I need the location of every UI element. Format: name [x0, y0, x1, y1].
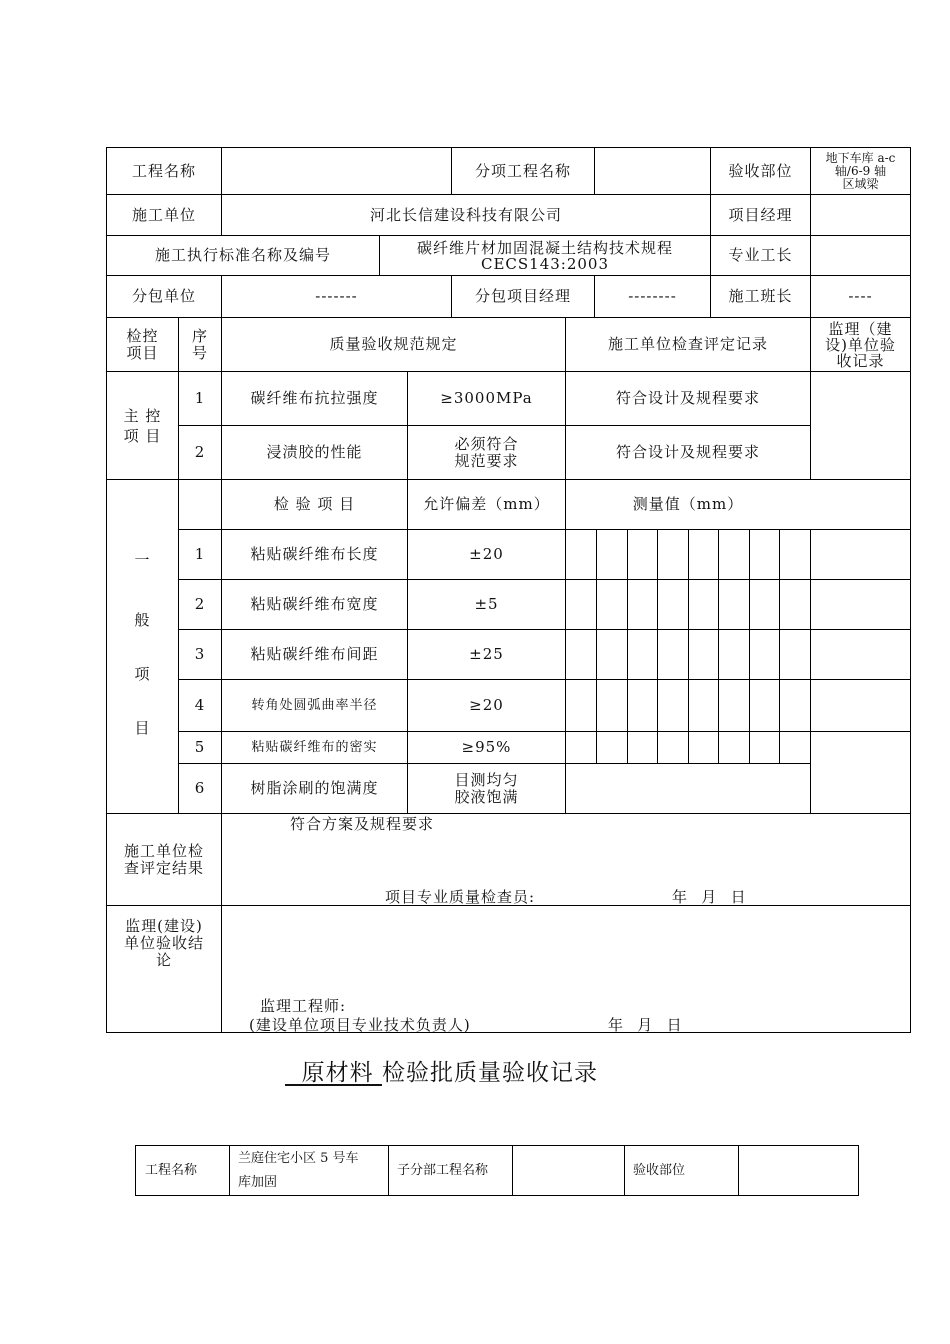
general-row-no: 2 — [194, 595, 206, 613]
supervisor-record-header: 监理（建 设)单位验 收记录 — [825, 319, 896, 370]
supervisor-engineer-label: 监理工程师: — [260, 997, 347, 1015]
team-leader-label: 施工班长 — [728, 287, 793, 305]
supervisor-result-label: 监理(建设) 单位验收结 论 — [123, 917, 204, 969]
general-row-tolerance: ±5 — [474, 595, 499, 613]
general-label-char: 一 — [134, 550, 151, 569]
general-row-item: 粘贴碳纤维布长度 — [250, 545, 379, 563]
sub-pm-value[interactable]: -------- — [628, 287, 677, 305]
main-row-req: 必须符合 规范要求 — [454, 434, 519, 470]
general-row-item: 粘贴碳纤维布间距 — [250, 645, 379, 663]
foreman-label: 专业工长 — [728, 246, 793, 264]
sub-project-label: 分项工程名称 — [474, 161, 571, 180]
contractor-label: 施工单位 — [131, 205, 196, 224]
supervisor-result-date: 年 月 日 — [608, 1016, 682, 1034]
subcontractor-value[interactable]: ------- — [315, 287, 358, 305]
general-row-no: 1 — [194, 545, 206, 563]
project-name-label: 工程名称 — [131, 161, 196, 180]
subcontractor-label: 分包单位 — [131, 287, 196, 305]
second-title — [285, 1054, 598, 1087]
main-row-record[interactable]: 符合设计及规程要求 — [615, 389, 760, 407]
general-row-no: 3 — [194, 645, 206, 663]
contractor-result-date: 年 月 日 — [672, 888, 746, 906]
general-row-tolerance: ≥95% — [461, 738, 512, 756]
col-tolerance-header: 允许偏差（mm） — [423, 495, 550, 513]
control-items-header: 检控 项目 — [126, 326, 159, 362]
general-label-char: 项 — [134, 664, 151, 683]
general-row-tolerance: 目测均匀 胶液饱满 — [454, 770, 519, 806]
general-label-char: 目 — [134, 718, 151, 737]
project-manager-value[interactable] — [811, 195, 910, 235]
main-row-record[interactable]: 符合设计及规程要求 — [615, 443, 760, 461]
main-row-no: 2 — [194, 443, 206, 461]
second-sub-project-value[interactable] — [513, 1146, 624, 1195]
quality-inspector-label: 项目专业质量检查员: — [385, 888, 536, 906]
contractor-result-label: 施工单位检 查评定结果 — [123, 841, 204, 877]
contractor-value[interactable]: 河北长信建设科技有限公司 — [369, 205, 562, 224]
general-row-item: 粘贴碳纤维布的密实 — [251, 739, 378, 755]
col-measured-header: 测量值（mm） — [632, 495, 744, 513]
main-supervisor-record[interactable] — [811, 372, 910, 479]
spec-header: 质量验收规范规定 — [329, 335, 458, 353]
inspection-part-label: 验收部位 — [728, 161, 793, 180]
general-row-no: 5 — [194, 738, 206, 756]
owner-rep-label: (建设单位项目专业技术负责人) — [249, 1016, 471, 1034]
main-row-item: 浸渍胶的性能 — [266, 443, 363, 461]
second-title-underlined: 原材料 — [285, 1060, 382, 1086]
second-title-rest: 检验批质量验收记录 — [381, 1060, 598, 1086]
general-row-no: 4 — [194, 696, 206, 714]
main-row-item: 碳纤维布抗拉强度 — [250, 389, 379, 407]
team-leader-value[interactable]: ---- — [848, 287, 873, 305]
contractor-result-text[interactable]: 符合方案及规程要求 — [290, 815, 435, 833]
standard-value[interactable]: 碳纤维片材加固混凝土结构技术规程 CECS143:2003 — [416, 238, 673, 273]
project-name-value[interactable] — [222, 148, 451, 194]
general-row-item: 粘贴碳纤维布宽度 — [250, 595, 379, 613]
contractor-record-header: 施工单位检查评定记录 — [607, 335, 768, 353]
main-control-label: 主 控 项 目 — [123, 406, 162, 445]
general-row-no: 6 — [194, 779, 206, 797]
second-project-name-label: 工程名称 — [145, 1162, 198, 1178]
general-row-item: 树脂涂刷的饱满度 — [250, 779, 379, 797]
general-row-tolerance: ≥20 — [469, 696, 504, 714]
sub-pm-label: 分包项目经理 — [474, 287, 571, 305]
second-part-value[interactable] — [739, 1146, 858, 1195]
second-part-label: 验收部位 — [633, 1162, 686, 1178]
general-row-tolerance: ±20 — [469, 545, 504, 563]
second-project-name-value[interactable]: 兰庭住宅小区 5 号车 库加固 — [238, 1150, 359, 1190]
second-sub-project-label: 子分部工程名称 — [397, 1162, 489, 1178]
general-row-item: 转角处圆弧曲率半径 — [251, 697, 378, 713]
col-item-header: 检 验 项 目 — [273, 495, 356, 513]
general-row-tolerance: ±25 — [469, 645, 504, 663]
main-row-req: ≥3000MPa — [440, 389, 533, 407]
general-label-char: 般 — [134, 610, 151, 629]
seq-header: 序 号 — [191, 326, 208, 362]
project-manager-label: 项目经理 — [728, 205, 793, 224]
sub-project-value[interactable] — [595, 148, 710, 194]
foreman-value[interactable] — [811, 236, 910, 275]
main-row-no: 1 — [194, 389, 206, 407]
standard-label: 施工执行标准名称及编号 — [154, 246, 331, 264]
inspection-part-value[interactable]: 地下车库 a-c 轴/6-9 轴 区域梁 — [825, 150, 896, 191]
